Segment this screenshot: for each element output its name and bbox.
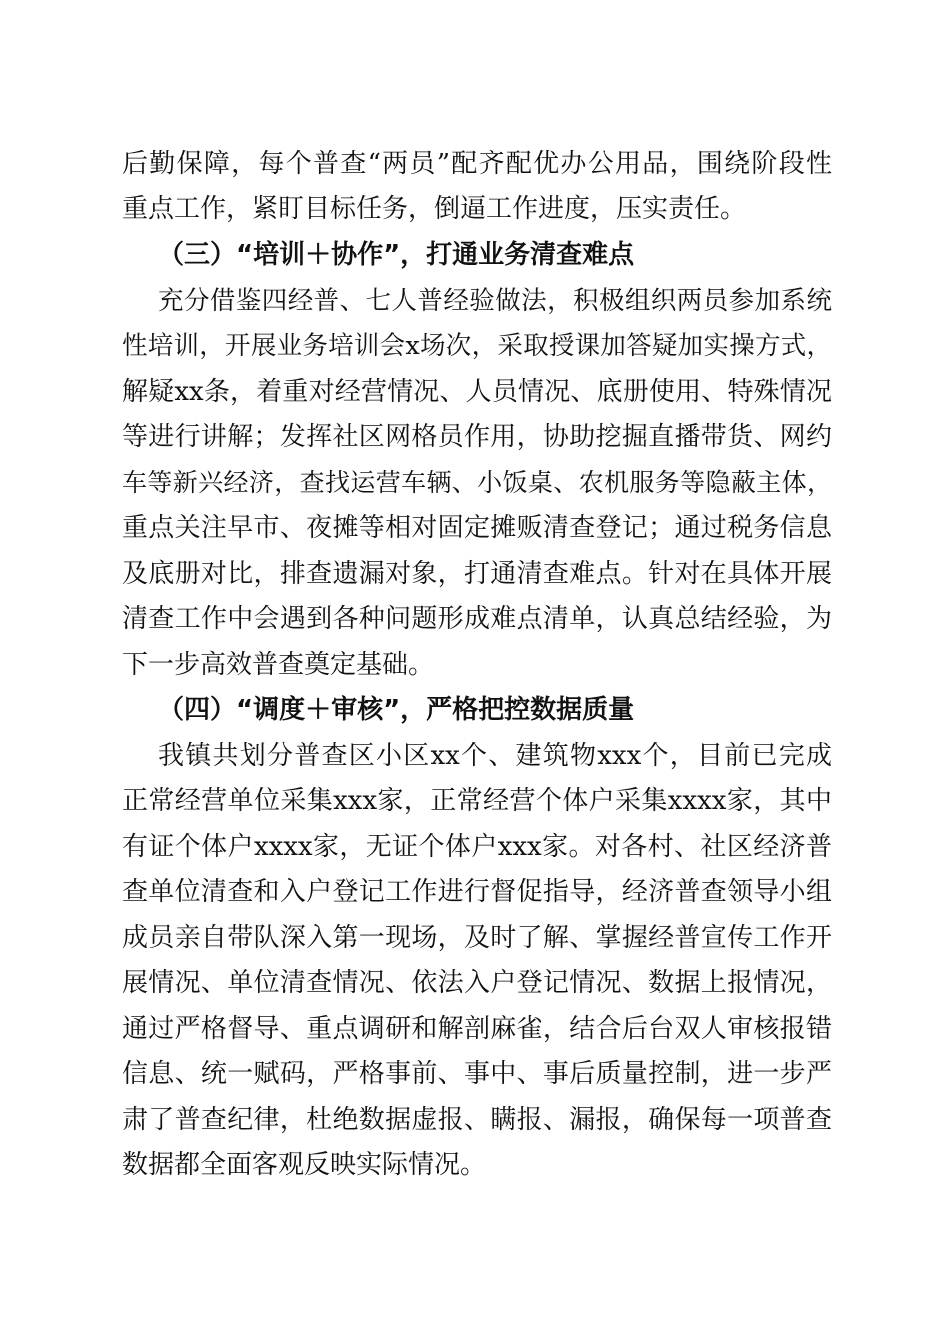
section-heading-4: （四）“调度＋审核”，严格把控数据质量 — [158, 695, 635, 725]
paragraph-line: 肃了普查纪律，杜绝数据虚报、瞒报、漏报，确保每一项普查 — [122, 1105, 832, 1135]
paragraph-line: 正常经营单位采集xxx家，正常经营个体户采集xxxx家，其中 — [122, 786, 832, 816]
paragraph-line: 性培训，开展业务培训会x场次，采取授课加答疑加实操方式， — [122, 331, 832, 361]
paragraph-line: 车等新兴经济，查找运营车辆、小饭桌、农机服务等隐蔽主体， — [122, 468, 832, 497]
section-heading-3: （三）“培训＋协作”，打通业务清查难点 — [158, 240, 635, 270]
paragraph-line: 下一步高效普查奠定基础。 — [122, 650, 435, 680]
paragraph-line: 数据都全面客观反映实际情况。 — [122, 1150, 487, 1180]
paragraph-line: 解疑xx条，着重对经营情况、人员情况、底册使用、特殊情况 — [122, 377, 832, 407]
paragraph-line: 重点关注早市、夜摊等相对固定摊贩清查登记；通过税务信息 — [122, 513, 832, 543]
paragraph-line: 成员亲自带队深入第一现场，及时了解、掌握经普宣传工作开 — [122, 923, 832, 953]
paragraph-line: 查单位清查和入户登记工作进行督促指导，经济普查领导小组 — [122, 877, 832, 907]
paragraph-line: 信息、统一赋码，严格事前、事中、事后质量控制，进一步严 — [122, 1059, 832, 1089]
paragraph-line: 及底册对比，排查遗漏对象，打通清查难点。针对在具体开展 — [122, 559, 832, 589]
paragraph-line: 充分借鉴四经普、七人普经验做法，积极组织两员参加系统 — [158, 286, 832, 316]
paragraph-line: 等进行讲解；发挥社区网格员作用，协助挖掘直播带货、网约 — [122, 422, 832, 452]
paragraph-line: 后勤保障，每个普查“两员”配齐配优办公用品，围绕阶段性 — [122, 149, 832, 179]
paragraph-line: 有证个体户xxxx家，无证个体户xxx家。对各村、社区经济普 — [122, 832, 832, 862]
paragraph-line: 展情况、单位清查情况、依法入户登记情况、数据上报情况， — [122, 968, 832, 998]
paragraph-line: 清查工作中会遇到各种问题形成难点清单，认真总结经验，为 — [122, 604, 832, 634]
paragraph-line: 我镇共划分普查区小区xx个、建筑物xxx个，目前已完成 — [158, 741, 832, 771]
paragraph-line: 通过严格督导、重点调研和解剖麻雀，结合后台双人审核报错 — [122, 1014, 832, 1044]
paragraph-line: 重点工作，紧盯目标任务，倒逼工作进度，压实责任。 — [122, 194, 747, 224]
